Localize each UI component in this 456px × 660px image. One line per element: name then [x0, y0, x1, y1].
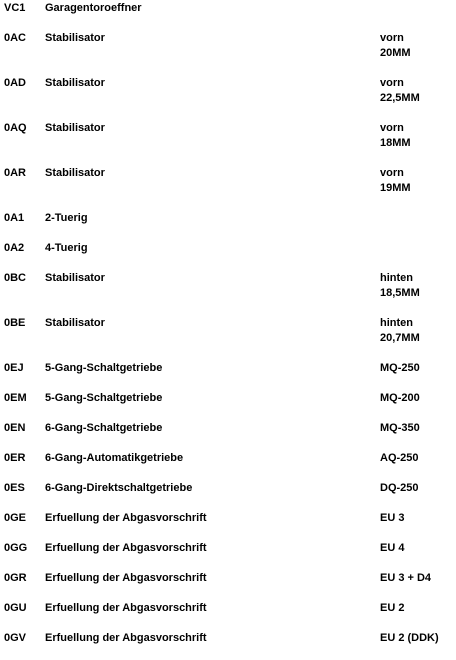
option-description: Erfuellung der Abgasvorschrift	[45, 542, 207, 554]
option-detail	[380, 166, 411, 196]
table-row	[0, 120, 456, 165]
option-description: 6-Gang-Schaltgetriebe	[45, 422, 163, 434]
option-description: 2-Tuerig	[45, 212, 88, 224]
option-code: 0EJ	[4, 362, 24, 374]
option-detail-line: MQ-350	[380, 422, 420, 434]
table-row	[0, 0, 456, 30]
option-code: 0GV	[4, 632, 27, 644]
option-detail-line: 20,7MM	[380, 332, 420, 344]
option-code: 0ES	[4, 482, 25, 494]
table-row	[0, 165, 456, 210]
option-description: Stabilisator	[45, 167, 105, 179]
option-detail	[380, 316, 420, 346]
option-detail	[380, 541, 404, 556]
option-detail-line: vorn	[380, 167, 404, 179]
option-description: 5-Gang-Schaltgetriebe	[45, 392, 163, 404]
option-detail-line: MQ-250	[380, 362, 420, 374]
option-detail-line: vorn	[380, 77, 404, 89]
option-description: Stabilisator	[45, 122, 105, 134]
option-description: 4-Tuerig	[45, 242, 88, 254]
option-detail-line: 18MM	[380, 137, 411, 149]
option-detail-line: MQ-200	[380, 392, 420, 404]
option-description: Erfuellung der Abgasvorschrift	[45, 512, 207, 524]
option-detail	[380, 121, 411, 151]
table-row	[0, 30, 456, 75]
table-row	[0, 450, 456, 480]
option-detail	[380, 391, 420, 406]
option-code: 0BE	[4, 317, 26, 329]
option-detail-line: vorn	[380, 32, 404, 44]
option-description: Erfuellung der Abgasvorschrift	[45, 572, 207, 584]
table-row	[0, 600, 456, 630]
option-description: Stabilisator	[45, 272, 105, 284]
table-row	[0, 390, 456, 420]
option-detail	[380, 451, 419, 466]
table-row	[0, 540, 456, 570]
option-detail	[380, 571, 431, 586]
option-detail-line: hinten	[380, 272, 413, 284]
option-detail-line: 18,5MM	[380, 287, 420, 299]
option-detail-line: EU 2	[380, 602, 405, 614]
option-code: 0BC	[4, 272, 27, 284]
table-row	[0, 480, 456, 510]
option-detail-line: 19MM	[380, 182, 411, 194]
table-row	[0, 510, 456, 540]
table-row	[0, 75, 456, 120]
option-detail-line: EU 3	[380, 512, 405, 524]
option-code: 0EN	[4, 422, 26, 434]
option-detail-line: AQ-250	[380, 452, 419, 464]
option-detail	[380, 601, 404, 616]
option-detail-line: EU 2 (DDK)	[380, 632, 439, 644]
table-row	[0, 240, 456, 270]
option-description: 6-Gang-Automatikgetriebe	[45, 452, 184, 464]
option-code: 0AR	[4, 167, 27, 179]
option-code: 0GU	[4, 602, 27, 614]
option-description: Erfuellung der Abgasvorschrift	[45, 632, 207, 644]
option-detail-line: 20MM	[380, 47, 411, 59]
option-code: 0GG	[4, 542, 28, 554]
option-detail	[380, 481, 419, 496]
option-detail-line: EU 3 + D4	[380, 572, 432, 584]
option-detail	[380, 31, 411, 61]
option-detail	[380, 631, 439, 646]
option-code: 0EM	[4, 392, 27, 404]
option-code: 0AD	[4, 77, 27, 89]
table-row	[0, 210, 456, 240]
option-detail-line: EU 4	[380, 542, 405, 554]
option-code: 0A1	[4, 212, 25, 224]
option-detail	[380, 76, 420, 106]
table-row	[0, 570, 456, 600]
table-row	[0, 360, 456, 390]
option-code: 0ER	[4, 452, 26, 464]
table-row	[0, 630, 456, 660]
option-detail-line: 22,5MM	[380, 92, 420, 104]
table-row	[0, 315, 456, 360]
option-description: 5-Gang-Schaltgetriebe	[45, 362, 163, 374]
option-code: 0GR	[4, 572, 27, 584]
option-detail	[380, 511, 404, 526]
option-description: Stabilisator	[45, 317, 105, 329]
option-code: VC1	[4, 2, 26, 14]
option-detail-line: vorn	[380, 122, 404, 134]
option-detail-line: hinten	[380, 317, 413, 329]
option-description: 6-Gang-Direktschaltgetriebe	[45, 482, 193, 494]
option-detail-line: DQ-250	[380, 482, 419, 494]
option-description: Erfuellung der Abgasvorschrift	[45, 602, 207, 614]
option-code: 0GE	[4, 512, 27, 524]
option-detail	[380, 271, 420, 301]
option-code: 0A2	[4, 242, 25, 254]
option-detail	[380, 421, 420, 436]
option-code: 0AC	[4, 32, 27, 44]
option-description: Stabilisator	[45, 77, 105, 89]
option-detail	[380, 361, 420, 376]
table-row	[0, 270, 456, 315]
option-description: Garagentoroeffner	[45, 2, 142, 14]
option-description: Stabilisator	[45, 32, 105, 44]
table-row	[0, 420, 456, 450]
option-code: 0AQ	[4, 122, 27, 134]
